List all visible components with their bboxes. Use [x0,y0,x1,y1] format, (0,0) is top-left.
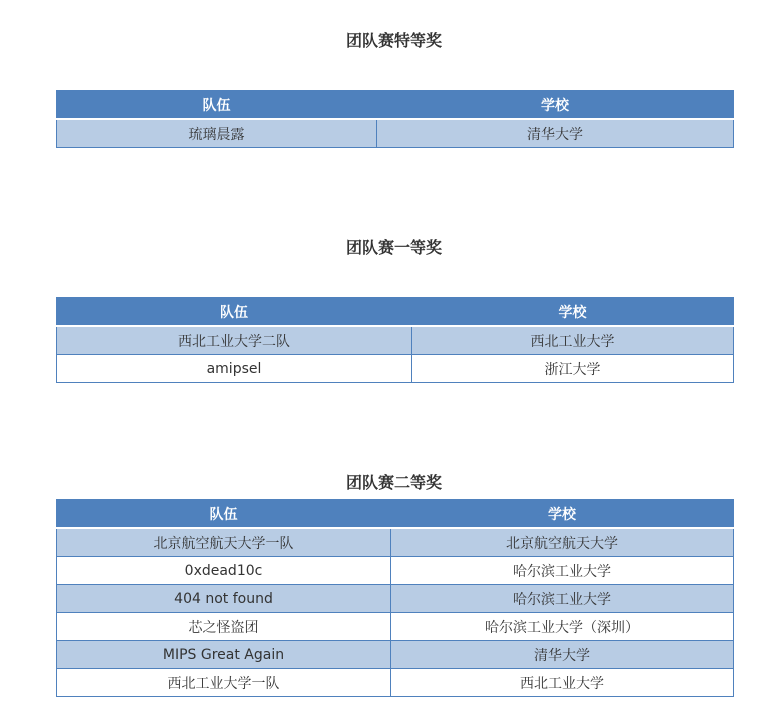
column-header-school: 学校 [412,298,734,327]
team-cell: 0xdead10c [57,557,391,585]
table-row [57,557,734,585]
team-cell: 芯之怪盗团 [57,613,391,641]
school-cell: 哈尔滨工业大学 [391,557,734,585]
table-row [57,326,734,355]
table-row [57,641,734,669]
column-header-school: 学校 [391,500,734,529]
table-header-row [57,91,734,120]
table-row [57,528,734,557]
team-cell: 西北工业大学一队 [57,669,391,697]
grand-prize-table [56,90,734,148]
school-cell: 西北工业大学 [391,669,734,697]
school-cell: 北京航空航天大学 [391,528,734,557]
column-header-school: 学校 [377,91,734,120]
column-header-team: 队伍 [57,91,377,120]
team-cell: 北京航空航天大学一队 [57,528,391,557]
school-cell: 清华大学 [391,641,734,669]
table-row [57,669,734,697]
team-cell: MIPS Great Again [57,641,391,669]
school-cell: 浙江大学 [412,355,734,383]
section-title-grand-prize: 团队赛特等奖 [345,31,442,50]
table-row [57,119,734,148]
first-prize-table [56,297,734,383]
school-cell: 哈尔滨工业大学（深圳） [391,613,734,641]
table-row [57,585,734,613]
table-header-row [57,298,734,327]
table-row [57,355,734,383]
section-title-first-prize: 团队赛一等奖 [345,238,442,257]
column-header-team: 队伍 [57,500,391,529]
section-title-second-prize: 团队赛二等奖 [345,473,442,492]
column-header-team: 队伍 [57,298,412,327]
team-cell: 404 not found [57,585,391,613]
team-cell: 琉璃晨露 [57,119,377,148]
school-cell: 西北工业大学 [412,326,734,355]
second-prize-table [56,499,734,697]
table-header-row [57,500,734,529]
school-cell: 哈尔滨工业大学 [391,585,734,613]
table-row [57,613,734,641]
team-cell: 西北工业大学二队 [57,326,412,355]
team-cell: amipsel [57,355,412,383]
school-cell: 清华大学 [377,119,734,148]
